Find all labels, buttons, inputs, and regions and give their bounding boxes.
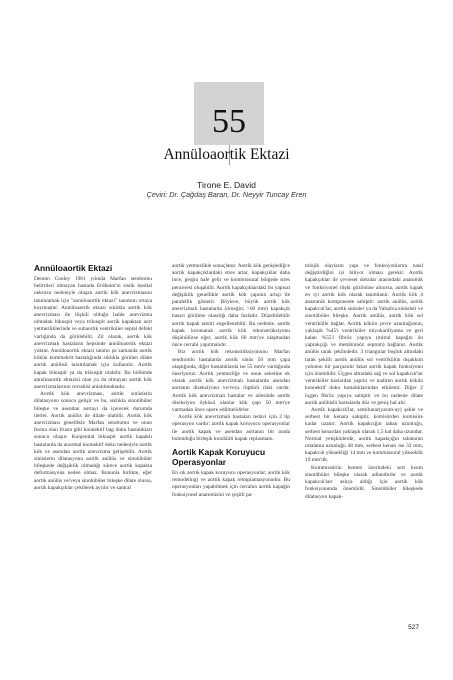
paragraph: Kommissürün hemen üzerindeki sert kısım sinotübüler bileşke olarak adlandırılır ve aortik kapakcık'ları aslıya aldığı için aortik kök fonksiyonunda önemlidir. Sinotübüler bileşkede dilatasyon kapak- — [305, 464, 423, 500]
paragraph: aortik yetmezlikle sonuçlanır. Aortik kök genişlediğce aortik kapakçıklardaki stres artar, kapakçıklar daha ince, gergin hale gelir ve kommissural bölgede stres penceresi oluşabilir. Aortik kapakçıklardaki bu yapısal değişiklik genellikle aortik kök çapının artışı ile paralellik gösterir. Böylece, büyük aortik kök anevrizmalı hastalarda (örneğin; >60 mm) kapakçık hasarı görülme olasılığı daha fazladır. Düzeltilebilir aortik kapak tamiri engellenebilir. Bu nedenle, aortik kapak korunarak aortik kök rekonstrüksiyonu düşünülürse eğer, aortik kök 60 mm'ye ulaşmadan önce cerrahi yapılmalıdır. — [172, 263, 290, 349]
paragraph: Aortik kök anevrizması, aortik sinüslerin dilatasyonu sonucu gelişir ve bu, sıklıkla sinotübüler bileşke ve asendan aortayı da içerecek durumda ilerler. Aortik anülüs de dilate olabilir. Aortik kök anevrizması genellikle Marfan sendromu ve onun forma olan frusta gibi konnektif bag doku hastalıkları sonucu oluşur. Konjenital bikuspit aortik kapaklı hastalarda da anormal konnektif doku nedeniyle aortik kök ve asendan aortik anevrizma gelişebilir. Aortik sinüslerin dilatasyonu aortik anülüs ve sinotübüler bileşkede değişiklik olmadığı sürece aortik kapakta deformasyona neden olmaz. Bununla birlikte, eğer aortik anülüs ve/veya sinotübüler bileşke dilate olursa, aortik kapakçıklar çekilerek ayrılır ve santral — [34, 391, 152, 491]
section-heading-annuloaortic: Annüloaortik Ektazi — [34, 263, 113, 273]
paragraph: Aortik kapakcık'lar, semilunar(yarım-ay) şekle ve serbest bir kenara sahiptir, komisürden komisüre kadar uzanır. Aortik kapakcığın taban uzunluğu, serbest kenardan yaklaşık olarak 1,5 kat daha uzundur. Normal yetişkinlerde, aortik kapakçığın tabanının ortalama uzunluğu 48 mm, serbest kenarı ise 32 mm, kapakcık yüksekliği 14 mm ve kommissural yükseklik 19 mm'dir. — [305, 407, 423, 464]
paragraph: En sık aortik kapak koruyucu operasyonlar; aortik kök remodeling) ve aortik kapak reimplantasyonudur. Bu operasyonları yapabilmek için cerrahın aortik kapağın fonksiyonel anatomisini ve çeşitli pa- — [172, 470, 290, 498]
page-number: 527 — [408, 624, 419, 631]
chapter-title: Annüloaortik Ektazi — [163, 146, 290, 163]
author-name: Tirone E. David — [197, 180, 256, 190]
chapter-number: 55 — [212, 103, 246, 140]
translators-line: Çeviri: Dr. Çağdaş Baran, Dr. Neyyir Tuncay Eren — [146, 190, 307, 199]
text-column-2 — [172, 263, 290, 499]
paragraph: Biz aortik kök rekonstrüksiyonunu Marfan sendromlu hastalarda aortik sinüs 50 mm çapa ulaştığında, diğer hastalıklarda ise 55 mm'e vardığında öneriyoruz. Aortik yetmezliğe ve onun sekeline ek olarak aortik kök anevrizmalı hastalarda asendan aortanın diseksiyonu ve/veya rüptürü riski vardır. Aortik kök anevrizmalı hastalar ve ailesinde aortik diseksiyon öyküsü olanlar kök çapı 50 mm'ye varmadan önce opere edilmelidirler. — [172, 349, 290, 414]
text-column-1 — [34, 263, 152, 492]
paragraph: Denton Cooley 1961 yılında Marfan sendromu belirtileri olmayan hastada Erdheim'in sistik medial nekrozu nedeniyle oluşan aortik kök anevrizmasını tanımlamak için "annüloaortik ektazi" tanımını ortaya koymuştur. Annüloaortik ektazi sıklıkla aortik kök anevrizması ile ilişkili olduğu halde anevrizma olmadan bikuspit veya trikuspit aortik kapaktan aort yetmezliklerinde ve subaortik ventriküler septal defekt varlığında da görülebilir. Zıt olarak, aortik kök anevrizmalı hastaların hepsinde annüloaortik ektazi yoktur. Annüloaortik ektazi tanımı şu zamanda aortik kökün kommekrit bastalığında sıklıkla görülen dilate aortik anülüsü tanımlamak için kullanılır. Aortik kapak bikuspit ya da trikuspit olabilir. Bu bölümde annüloaortik ektazisi olan ya da olmayan aortik kök anevrizmalarının cerrahisi anlatılmaktadır. — [34, 276, 152, 391]
paragraph: Aortik kök anevrizmalı hastaları tedavi için 2 tip operasyon vardır: aortik kapak koruyucu operasyonlar ile aortik kapak ve asendan aortanın bir arada bulunduğu birleşik kondüitli kapak replasmanı. — [172, 414, 290, 442]
text-column-3 — [305, 263, 423, 501]
paragraph: tolojik olayların yapı ve fonksiyonlarını nasıl değiştirdiğini iyi biliyor olması gerekir. Aortik kapakçıklar ile çevresel dokular arasındaki anatomik ve fonksiyonel ilişki gözönüne alınırsa, aortik kapak en iyi aortik kök olarak tanımlanır. Aortik kök 4 anatomik komponente sahiptir: aortik anülüs, aortik kapakcık'lar, aortik sinüsler ya da Valsalva sinüsleri ve sinotübüler bileşke. Aortik anülüs, aortik kök sol ventrikülle bağlar. Aortik kökün çevre uzunluğunun, yaklaşık %45'i ventriküler miyokardiyuma ve geri kalan %55'i fibröz yapıya (mitral kapağın ön yaprakçığı ve membranöz septum) bağlanır. Aortik anülüs tarak şeklindedir. 3 triangular boşluk altındaki tarak şekilli aortik anülüs sol ventrikülün dışakkım yolunun bir parçasıdır fakat aortik kapak fonksiyonu için önemlidir. Üçgen altındaki sağ ve sol kapakcık'lar ventriküler kaslardan yapılır ve nadiren aortik kökün konnektif doku hastalıklarından etkilenir. Diğer 2 üçgen fibröz yapıya sahiptir ve bu nedenle dilate aortik anülüslü hastalarda düz ve geniş hal alır. — [305, 263, 423, 406]
section-heading-valve-sparing: Aortik Kapak Koruyucu Operasyonlar — [172, 447, 266, 467]
